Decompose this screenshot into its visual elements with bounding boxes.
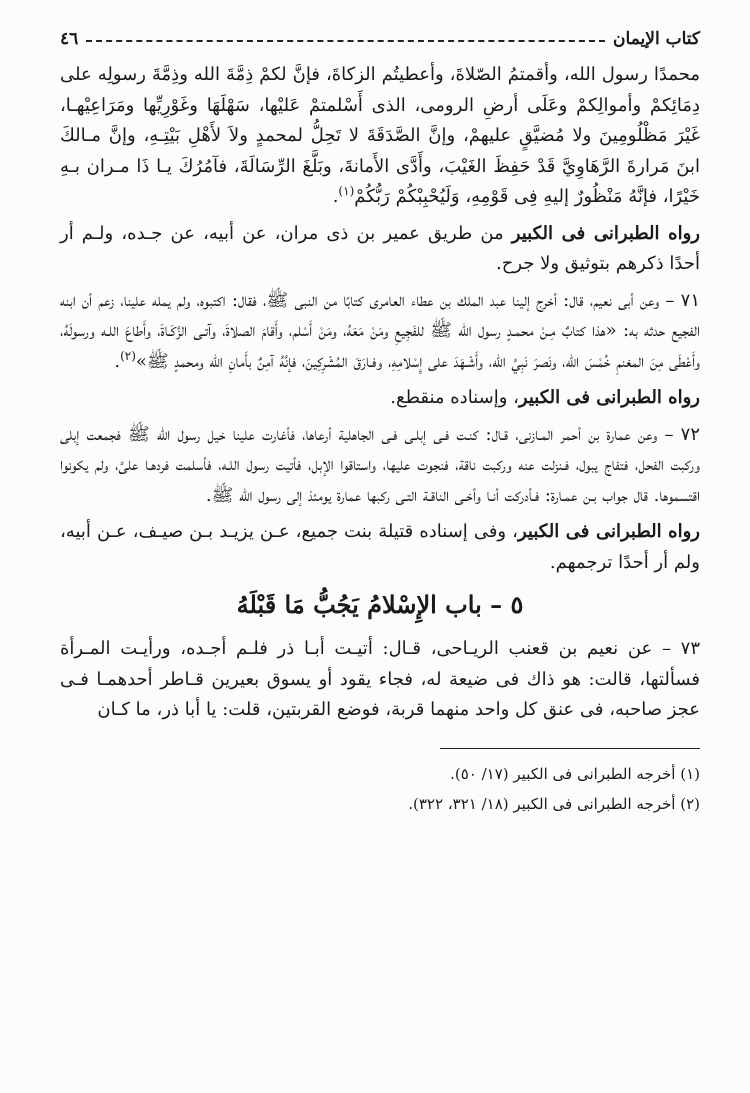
- page-number: ٤٦: [60, 29, 79, 49]
- hadith-72-text: ٧٢ – وعن عمارة بن أحمر المـازنى، قـال: كنـت فـى إبلـى فـى الجاهلية أرعاها، فأغارت علينا خيل رسول الله ﷺ فجمعت إبلى وركبت الفحل، فتفاج يبول، فـنزلت عنه وركبت ناقة، فنجوت عليها، واستاقوا الإبل، فأتيت رسول اللـه، فأسلمت فردهـا علىَّ، ولم يكونوا اقتسموها. قال جواب بـن عمـارة: فـأدركت أنـا وأخـى الناقـة التـى ركبها عمارة يومئذ إلى رسول الله ﷺ.: [60, 423, 700, 506]
- hadith-71-text: ٧١ – وعن أبى نعيم، قال: أخرج إلينا عبد الملك بن عطاء العامرى كتابًا من النبى ﷺ، فقال: اكتبوه، ولم يمله علينا، زعم أن ابنه الفجيع حدثه به: «هذا كتابٌ مِـنْ محمـدٍ رسول الله ﷺ للفَجِيعِ ومَنْ مَعَهُ، ومَنْ أَسْلم، وأَقامَ الصلاةَ، وآتـى الزَّكَـاةَ، وأَطاعَ اللـه ورسولَهُ، وأَعْطَى مِنَ المغنمِ خُمْسَ الله، ونَصرَ نَبِيَّ الله، وأَشْـهَدَ على إِسْلامِهِ، وفـارَقَ المُشْرِكِينَ، فإنَّهُ آمِنٌ بأَمانِ الله ومحمدٍ ﷺ»: [60, 289, 700, 372]
- paragraph-hadith-72: [60, 420, 700, 512]
- body-text: [60, 60, 700, 726]
- letter-text: محمدًا رسول الله، وأقمتمُ الصّلاةَ، وأعطيتُم الزكاةَ، فإنَّ لكمْ ذِمَّةَ الله وذِمَّةَ رسولِه على دِمَائِكمْ وأموالِكمْ وعَلَى أرضِ الرومى، الذى أَسْلمتمْ عَليْها، سَهْلَهَا وغَوْرِيِّها ومَرَاعِيْهـا، غَيْرَ مَظْلُومِينَ ولا مُضيَّقٍ عليهمْ، وإنَّ الصَّدَقَةَ لا تَحِلُّ لمحمدٍ ولاَ لأَهْلِ بَيْتِـهِ، وإنَّ مـالكَ ابنَ مَرارةَ الرَّهَاوِيَّ قَدْ حَفِظَ الغَيْبَ، وأَدَّى الأَمانةَ، وبَلَّغَ الرِّسَالَةَ، فآمُرُكَ يـا ذَا مـران بـهِ خَيْرًا، فإنَّهُ مَنْظُورٌ إليهِ فِى قَوْمِهِ، وَلَيُحْبِبْكُمْ رَبُّكُمْ: [60, 64, 700, 207]
- hadith-73-text: ٧٣ – عن نعيم بن قعنب الريـاحى، قـال: أتيـت أبـا ذر فلـم أجـده، ورأيـت المـرأة فسألتها، قالت: هو ذاك فى ضيعة له، فجاء يقود أو يسوق بعيرين قـاطر أحدهمـا فـى عجز صاحبه، فى عنق كل واحد منهما قربة، فوضع القربتين، قلت: يا أبا ذر، ما كـان: [60, 638, 700, 720]
- source-label: رواه الطبرانى فى الكبير: [517, 521, 700, 542]
- paragraph-hadith-73: [60, 634, 700, 726]
- footnote: (١) أخرجه الطبرانى فى الكبير (١٧/ ٥٠).: [450, 764, 700, 783]
- running-head: [60, 22, 700, 56]
- chapter-title: ٥ – باب الإِسْلامُ يَجُبُّ مَا قَبْلَهُ: [236, 590, 524, 619]
- paragraph-source-note: [60, 383, 700, 414]
- source-label: رواه الطبرانى فى الكبير: [518, 387, 700, 408]
- source-note-text: ، وإسناده منقطع.: [390, 387, 519, 408]
- paragraph-hadith-71: ٧١ – وعن أبى نعيم، قال: أخرج إلينا عبد الملك بن عطاء العامرى كتابًا من النبى ﷺ، فقال: اكتبوه، ولم يمله علينا، زعم أن ابنه الفجيع حدثه به: «هذا كتابٌ مِـنْ محمـدٍ رسول الله ﷺ للفَجِيعِ ومَنْ مَعَهُ، ومَنْ أَسْلم، وأَقامَ الصلاةَ، وآتـى الزَّكَـاةَ، وأَطاعَ اللـه ورسولَهُ، وأَعْطَى مِنَ المغنمِ خُمْسَ الله، ونَصرَ نَبِيَّ الله، وأَشْـهَدَ على إِسْلامِهِ، وفـارَقَ المُشْرِكِينَ، فإنَّهُ آمِنٌ بأَمانِ الله ومحمدٍ ﷺ»$^{(٢)}$.: [60, 289, 700, 372]
- source-note-text: من طريق عمير بن ذى مران، عن أبيه، عن جـده، ولـم أر أحدًا ذكرهم بتوثيق ولا جرح.: [60, 222, 700, 274]
- footnote-ref-1: (١): [338, 184, 355, 198]
- header-rule: [86, 40, 605, 42]
- footnote-rule: [440, 748, 700, 749]
- paragraph-letter-text: محمدًا رسول الله، وأقمتمُ الصّلاةَ، وأعطيتُم الزكاةَ، فإنَّ لكمْ ذِمَّةَ الله وذِمَّةَ رسولِه على دِمَائِكمْ وأموالِكمْ وعَلَى أرضِ الرومى، الذى أَسْلمتمْ عَليْها، سَهْلَهَا وغَوْرِيِّها ومَرَاعِيْهـا، غَيْرَ مَظْلُومِينَ ولا مُضيَّقٍ عليهمْ، وإنَّ الصَّدَقَةَ لا تَحِلُّ لمحمدٍ ولاَ لأَهْلِ بَيْتِـهِ، وإنَّ مـالكَ ابنَ مَرارةَ الرَّهَاوِيَّ قَدْ حَفِظَ الغَيْبَ، وأَدَّى الأَمانةَ، وبَلَّغَ الرِّسَالَةَ، فآمُرُكَ يـا ذَا مـران بـهِ خَيْرًا، فإنَّهُ مَنْظُورٌ إليهِ فِى قَوْمِهِ، وَلَيُحْبِبْكُمْ رَبُّكُمْ$^{(١)}$.: [60, 64, 700, 207]
- source-label: رواه الطبرانى فى الكبير: [511, 222, 700, 244]
- book-title: كتاب الإيمان: [613, 29, 700, 49]
- paragraph-source-note: [60, 219, 700, 280]
- footnotes: [60, 759, 700, 819]
- source-note-text: ، وفى إسناده قتيلة بنت جميع، عـن يزيـد بـن صيـف، عـن أبيه، ولم أر أحدًا ترجمهم.: [60, 521, 700, 573]
- paragraph-source-note: [60, 517, 700, 578]
- footnote: (٢) أخرجه الطبرانى فى الكبير (١٨/ ٣٢١، ٣٢٢).: [408, 794, 700, 813]
- footnote-ref-2: (٢): [120, 348, 136, 363]
